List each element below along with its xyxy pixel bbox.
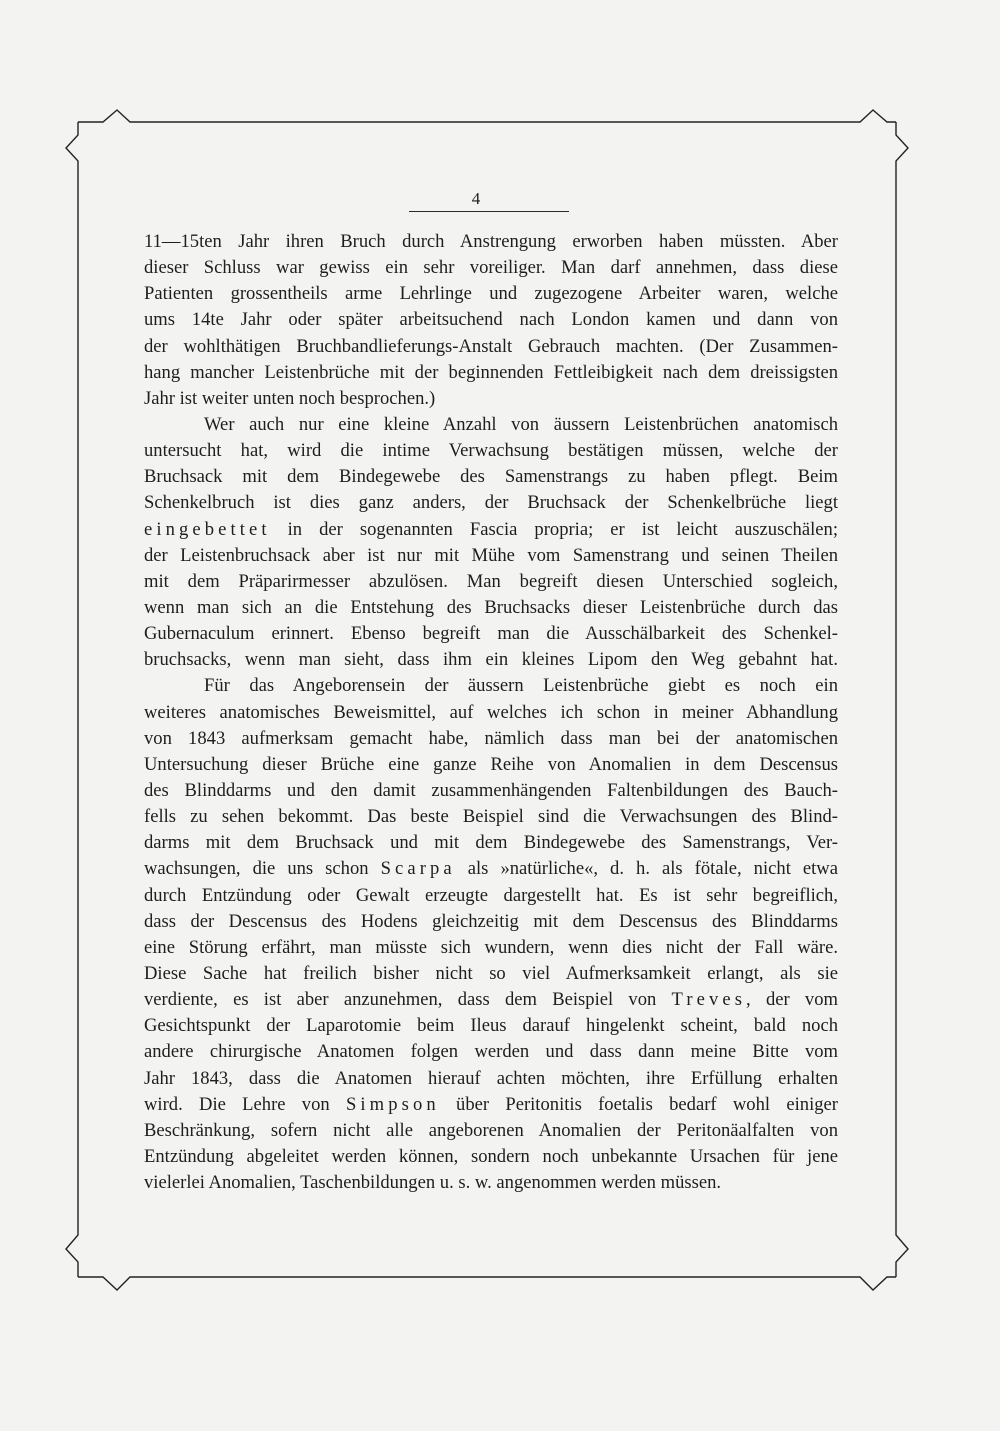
text-line: Entzündung abgeleitet werden können, sondern noch unbekannte Ursachen für jene [144,1145,838,1167]
page-number-rule [409,211,569,212]
text-line: dieser Schluss war gewiss ein sehr voreiliger. Man darf annehmen, dass diese [144,257,838,279]
text-line: bruchsacks, wenn man sieht, dass ihm ein kleines Lipom den Weg gebahnt hat. [144,649,838,671]
text-fragment: in der sogenannten Fascia propria; er ist leicht auszuschälen; [270,518,838,540]
text-line: Wer auch nur eine kleine Anzahl von äussern Leistenbrüchen anatomisch [204,413,838,435]
text-fragment: über Peritonitis foetalis bedarf wohl einiger [439,1093,838,1115]
text-line: Beschränkung, sofern nicht alle angeborenen Anomalien der Peritonäalfalten von [144,1119,838,1141]
text-fragment: als »natürliche«, d. h. als fötale, nicht etwa [455,858,838,880]
text-line: hang mancher Leistenbrüche mit der beginnenden Fettleibigkeit nach dem dreissigsten [144,361,838,383]
text-line: mit dem Präparirmesser abzulösen. Man begreift diesen Unterschied sogleich, [144,570,838,592]
text-line: Jahr 1843, dass die Anatomen hierauf achten möchten, ihre Erfüllung erhalten [144,1067,838,1089]
text-line: von 1843 aufmerksam gemacht habe, nämlich dass man bei der anatomischen [144,727,838,749]
text-line: dass der Descensus des Hodens gleichzeitig mit dem Descensus des Blinddarms [144,910,838,932]
body-text [144,229,838,1196]
text-line [144,987,838,1013]
text-line: eine Störung erfährt, man müsste sich wundern, wenn dies nicht der Fall wäre. [144,936,838,958]
text-line: darms mit dem Bruchsack und mit dem Bindegewebe des Samenstrangs, Ver- [144,832,838,854]
text-line: Jahr ist weiter unten noch besprochen.) [144,387,436,409]
text-line: Für das Angeborensein der äussern Leistenbrüche giebt es noch ein [204,675,838,697]
text-line [144,856,838,882]
text-fragment: verdiente, es ist aber anzunehmen, dass dem Beispiel von [144,989,672,1011]
text-line: vielerlei Anomalien, Taschenbildungen u. s. w. angenommen werden müssen. [144,1172,722,1194]
text-line: der Leistenbruchsack aber ist nur mit Mühe vom Samenstrang und seinen Theilen [144,544,838,566]
text-line: ums 14te Jahr oder später arbeitsuchend nach London kamen und dann von [144,309,838,331]
text-line: weiteres anatomisches Beweismittel, auf welches ich schon in meiner Abhandlung [144,701,838,723]
text-line: Schenkelbruch ist dies ganz anders, der Bruchsack der Schenkelbrüche liegt [144,492,838,514]
text-line: Diese Sache hat freilich bisher nicht so viel Aufmerksamkeit erlangt, als sie [144,962,838,984]
text-line: Bruchsack mit dem Bindegewebe des Samenstrangs zu haben pflegt. Beim [144,466,838,488]
text-line: untersucht hat, wird die intime Verwachsung bestätigen müssen, welche der [144,440,838,462]
text-line: Gesichtspunkt der Laparotomie beim Ileus darauf hingelenkt scheint, bald noch [144,1015,838,1037]
text-line: der wohlthätigen Bruchbandlieferungs-Anstalt Gebrauch machten. (Der Zusammen- [144,335,838,357]
spaced-name: Treves [671,989,747,1011]
text-line: Untersuchung dieser Brüche eine ganze Reihe von Anomalien in dem Descensus [144,753,838,775]
spaced-name: Simpson [345,1093,440,1115]
text-line: 11—15ten Jahr ihren Bruch durch Anstrengung erworben haben müssten. Aber [144,231,838,252]
text-line: des Blinddarms und den damit zusammenhängenden Faltenbildungen des Bauch- [144,779,838,801]
spaced-name: Scarpa [380,858,456,880]
text-line: Gubernaculum erinnert. Ebenso begreift man die Ausschälbarkeit des Schenkel- [144,623,838,645]
text-line [144,1092,838,1118]
text-line: Patienten grossentheils arme Lehrlinge und zugezogene Arbeiter waren, welche [144,283,838,305]
text-fragment: , der vom [746,989,838,1011]
text-line: andere chirurgische Anatomen folgen werden und dass dann meine Bitte vom [144,1041,838,1063]
text-fragment: wird. Die Lehre von [144,1093,346,1115]
text-fragment: wachsungen, die uns schon [144,858,381,880]
text-line [144,517,838,543]
spaced-word: eingebettet [144,518,271,540]
page-number: 4 [471,189,481,208]
text-line: durch Entzündung oder Gewalt erzeugte dargestellt hat. Es ist sehr begreiflich, [144,884,838,906]
text-line: wenn man sich an die Entstehung des Bruchsacks dieser Leistenbrüche durch das [144,596,838,618]
text-line: fells zu sehen bekommt. Das beste Beispiel sind die Verwachsungen des Blind- [144,806,838,828]
